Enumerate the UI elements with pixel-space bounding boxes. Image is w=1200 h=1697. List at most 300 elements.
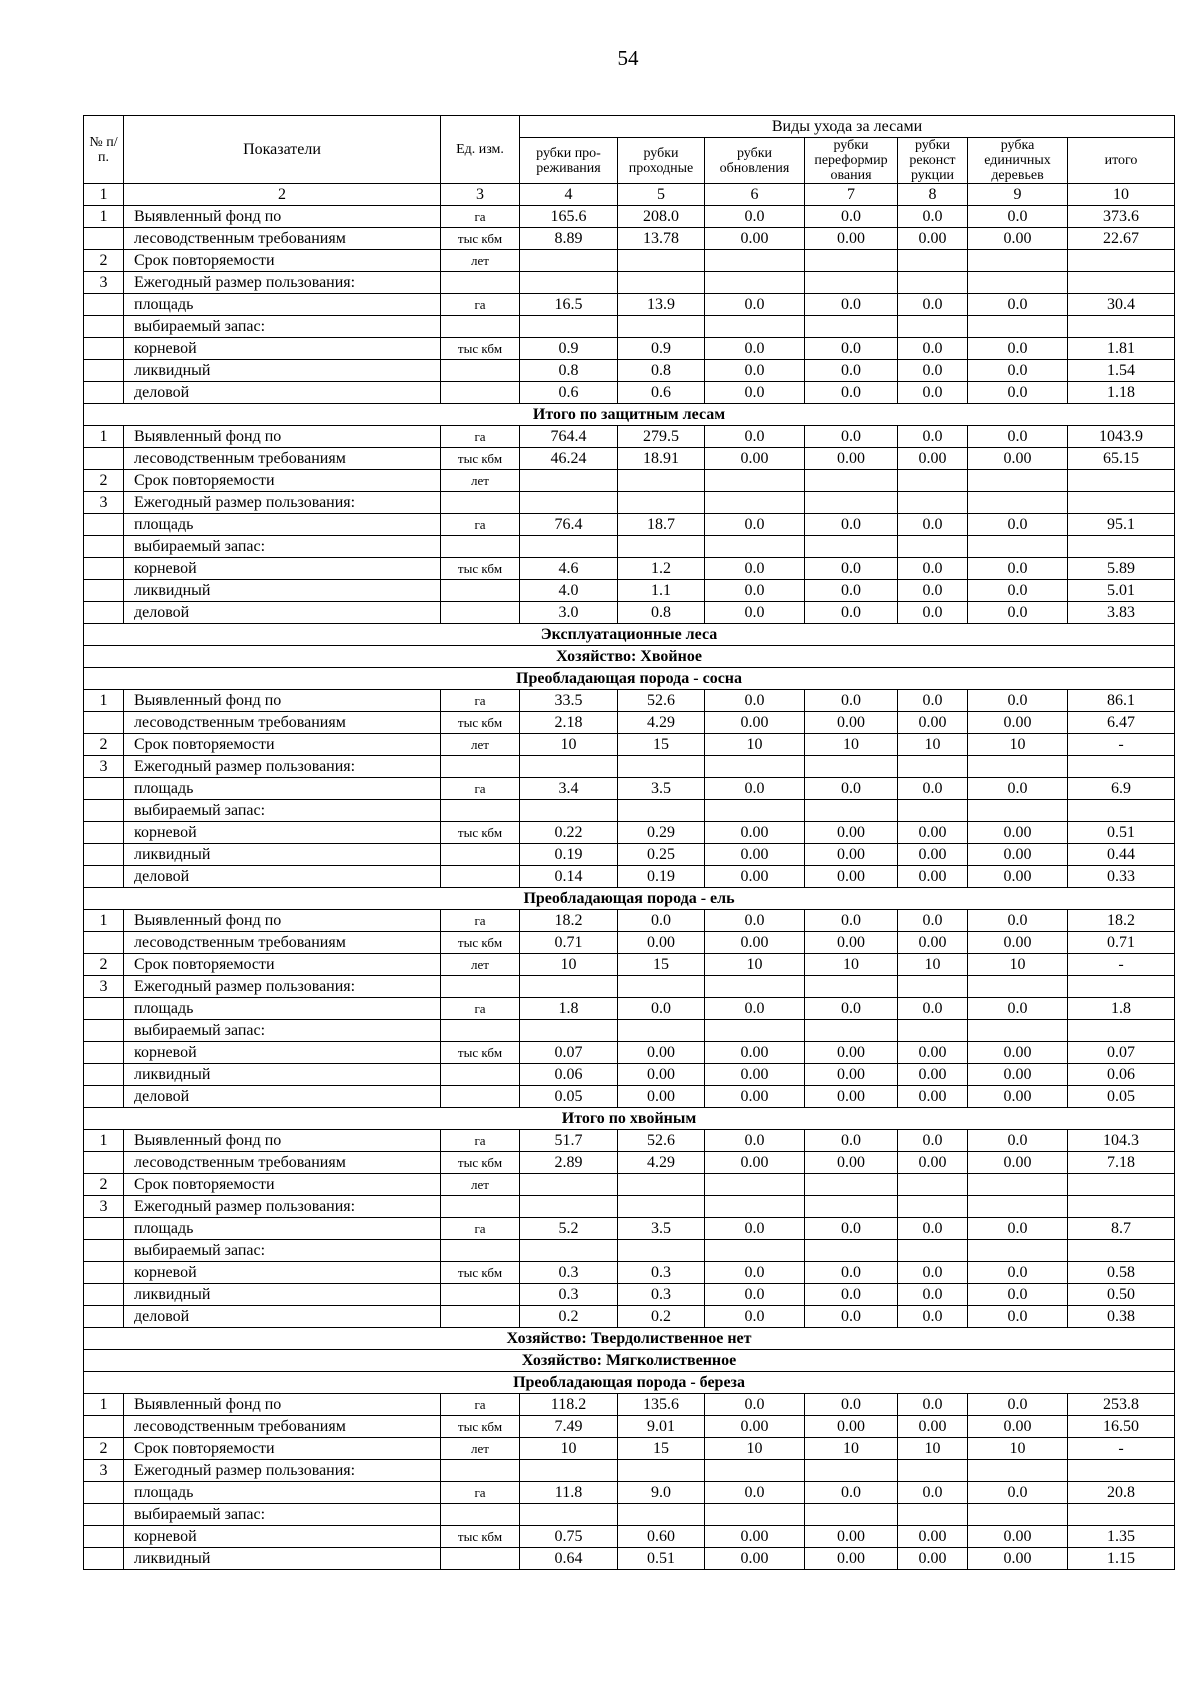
table-row xyxy=(84,580,1175,602)
row-label: корневой xyxy=(124,822,441,844)
value-cell: 0.0 xyxy=(968,580,1068,602)
value-cell: 3.0 xyxy=(520,602,618,624)
header-group: Виды ухода за лесами xyxy=(520,116,1175,138)
row-label: площадь xyxy=(124,778,441,800)
header-col-renewal: рубки обновления xyxy=(705,138,805,184)
value-cell xyxy=(618,250,705,272)
table-row xyxy=(84,536,1175,558)
row-unit: тыс кбм xyxy=(441,338,520,360)
value-cell xyxy=(520,316,618,338)
row-label: деловой xyxy=(124,866,441,888)
value-cell: - xyxy=(1068,954,1175,976)
value-cell: 51.7 xyxy=(520,1130,618,1152)
value-cell: 0.0 xyxy=(968,602,1068,624)
row-number: 1 xyxy=(84,1394,124,1416)
row-unit xyxy=(441,1460,520,1482)
row-number: 3 xyxy=(84,492,124,514)
value-cell: 0.00 xyxy=(705,1064,805,1086)
value-cell xyxy=(705,1240,805,1262)
value-cell: 0.0 xyxy=(898,360,968,382)
row-label: лесоводственным требованиям xyxy=(124,228,441,250)
value-cell xyxy=(898,272,968,294)
row-number: 3 xyxy=(84,756,124,778)
table-row xyxy=(84,1086,1175,1108)
value-cell: 15 xyxy=(618,734,705,756)
value-cell: 0.19 xyxy=(618,866,705,888)
table-row xyxy=(84,228,1175,250)
section-row xyxy=(84,668,1175,690)
value-cell: 0.75 xyxy=(520,1526,618,1548)
value-cell: 0.2 xyxy=(520,1306,618,1328)
value-cell: 0.19 xyxy=(520,844,618,866)
value-cell xyxy=(520,250,618,272)
table-row xyxy=(84,1042,1175,1064)
value-cell: 13.78 xyxy=(618,228,705,250)
header-col-thinning: рубки про-реживания xyxy=(520,138,618,184)
table-row xyxy=(84,1064,1175,1086)
value-cell xyxy=(898,1460,968,1482)
value-cell xyxy=(805,1460,898,1482)
row-unit xyxy=(441,492,520,514)
table-row xyxy=(84,1196,1175,1218)
row-label: площадь xyxy=(124,1218,441,1240)
value-cell: 0.0 xyxy=(898,294,968,316)
table-row xyxy=(84,1020,1175,1042)
row-number xyxy=(84,228,124,250)
table-row xyxy=(84,866,1175,888)
value-cell: 1043.9 xyxy=(1068,426,1175,448)
table-row xyxy=(84,1262,1175,1284)
row-unit xyxy=(441,580,520,602)
table-row xyxy=(84,1438,1175,1460)
table-row xyxy=(84,382,1175,404)
value-cell: 0.64 xyxy=(520,1548,618,1570)
value-cell xyxy=(705,1504,805,1526)
value-cell: 4.29 xyxy=(618,1152,705,1174)
value-cell: 0.3 xyxy=(520,1262,618,1284)
value-cell: 0.00 xyxy=(968,1416,1068,1438)
value-cell: 0.0 xyxy=(968,690,1068,712)
value-cell: 253.8 xyxy=(1068,1394,1175,1416)
row-unit: га xyxy=(441,514,520,536)
row-number: 3 xyxy=(84,272,124,294)
value-cell xyxy=(618,272,705,294)
row-number: 1 xyxy=(84,206,124,228)
value-cell: 0.8 xyxy=(520,360,618,382)
value-cell: 1.81 xyxy=(1068,338,1175,360)
row-label: Выявленный фонд по xyxy=(124,690,441,712)
value-cell: 0.0 xyxy=(898,778,968,800)
row-unit: га xyxy=(441,1130,520,1152)
value-cell: 5.2 xyxy=(520,1218,618,1240)
value-cell: 0.00 xyxy=(618,1086,705,1108)
row-label: Ежегодный размер пользования: xyxy=(124,1460,441,1482)
value-cell: 0.6 xyxy=(618,382,705,404)
value-cell: 0.00 xyxy=(805,1086,898,1108)
row-label: корневой xyxy=(124,558,441,580)
column-number: 10 xyxy=(1068,184,1175,206)
value-cell: 0.0 xyxy=(705,1262,805,1284)
value-cell: 2.89 xyxy=(520,1152,618,1174)
value-cell: 15 xyxy=(618,954,705,976)
value-cell: 10 xyxy=(898,1438,968,1460)
value-cell: 0.0 xyxy=(705,514,805,536)
value-cell: 0.50 xyxy=(1068,1284,1175,1306)
value-cell: 10 xyxy=(898,734,968,756)
row-unit: тыс кбм xyxy=(441,228,520,250)
value-cell xyxy=(898,470,968,492)
value-cell: 0.0 xyxy=(805,360,898,382)
value-cell: 0.0 xyxy=(705,778,805,800)
value-cell: 0.00 xyxy=(805,1548,898,1570)
value-cell: 0.00 xyxy=(705,1548,805,1570)
value-cell xyxy=(805,1020,898,1042)
row-number: 3 xyxy=(84,1196,124,1218)
table-row xyxy=(84,1218,1175,1240)
value-cell: 118.2 xyxy=(520,1394,618,1416)
value-cell xyxy=(520,536,618,558)
value-cell: 2.18 xyxy=(520,712,618,734)
row-unit xyxy=(441,1196,520,1218)
value-cell: 10 xyxy=(968,1438,1068,1460)
value-cell: 0.00 xyxy=(898,712,968,734)
table-row xyxy=(84,1504,1175,1526)
value-cell: 0.0 xyxy=(805,778,898,800)
row-label: деловой xyxy=(124,1306,441,1328)
value-cell: 0.0 xyxy=(705,426,805,448)
value-cell xyxy=(805,250,898,272)
column-number: 2 xyxy=(124,184,441,206)
value-cell: 0.0 xyxy=(705,1284,805,1306)
row-number xyxy=(84,1020,124,1042)
value-cell: 0.06 xyxy=(520,1064,618,1086)
row-number xyxy=(84,536,124,558)
table-row xyxy=(84,1306,1175,1328)
row-unit xyxy=(441,536,520,558)
row-label: выбираемый запас: xyxy=(124,536,441,558)
row-unit: лет xyxy=(441,734,520,756)
row-label: лесоводственным требованиям xyxy=(124,932,441,954)
table-row xyxy=(84,558,1175,580)
header-indicators: Показатели xyxy=(124,116,441,184)
value-cell: 1.8 xyxy=(520,998,618,1020)
value-cell xyxy=(898,1504,968,1526)
row-number xyxy=(84,998,124,1020)
row-unit: га xyxy=(441,690,520,712)
value-cell: 0.0 xyxy=(805,514,898,536)
value-cell: 0.0 xyxy=(805,558,898,580)
value-cell: 0.0 xyxy=(805,294,898,316)
row-label: Ежегодный размер пользования: xyxy=(124,976,441,998)
row-unit: га xyxy=(441,206,520,228)
row-unit xyxy=(441,1240,520,1262)
row-label: деловой xyxy=(124,1086,441,1108)
row-unit: га xyxy=(441,1482,520,1504)
value-cell: 0.0 xyxy=(705,1130,805,1152)
table-row xyxy=(84,1416,1175,1438)
value-cell: 0.0 xyxy=(898,580,968,602)
value-cell xyxy=(898,976,968,998)
value-cell: 0.00 xyxy=(805,1416,898,1438)
value-cell: 1.35 xyxy=(1068,1526,1175,1548)
row-unit xyxy=(441,272,520,294)
value-cell: 0.00 xyxy=(968,1152,1068,1174)
value-cell: 5.89 xyxy=(1068,558,1175,580)
value-cell: 10 xyxy=(705,954,805,976)
value-cell xyxy=(705,976,805,998)
value-cell: 0.00 xyxy=(705,1086,805,1108)
table-row xyxy=(84,514,1175,536)
value-cell: 0.00 xyxy=(898,1548,968,1570)
value-cell: 0.00 xyxy=(968,1548,1068,1570)
value-cell: 10 xyxy=(705,734,805,756)
value-cell: 1.54 xyxy=(1068,360,1175,382)
value-cell: 0.00 xyxy=(898,822,968,844)
value-cell: 10 xyxy=(520,734,618,756)
value-cell: 16.5 xyxy=(520,294,618,316)
row-number xyxy=(84,1526,124,1548)
row-label: Срок повторяемости xyxy=(124,470,441,492)
value-cell xyxy=(898,250,968,272)
value-cell: 0.0 xyxy=(898,426,968,448)
value-cell: 4.0 xyxy=(520,580,618,602)
value-cell: 0.05 xyxy=(1068,1086,1175,1108)
row-unit: га xyxy=(441,910,520,932)
row-label: корневой xyxy=(124,338,441,360)
value-cell: 0.9 xyxy=(618,338,705,360)
value-cell: 0.0 xyxy=(968,910,1068,932)
table-row xyxy=(84,1130,1175,1152)
row-unit xyxy=(441,756,520,778)
row-unit xyxy=(441,800,520,822)
table-header xyxy=(84,116,1175,206)
value-cell: 0.0 xyxy=(898,514,968,536)
value-cell xyxy=(618,976,705,998)
value-cell: 0.51 xyxy=(618,1548,705,1570)
value-cell: 0.0 xyxy=(968,1482,1068,1504)
row-unit: лет xyxy=(441,470,520,492)
column-number-row xyxy=(84,184,1175,206)
row-number xyxy=(84,382,124,404)
value-cell: - xyxy=(1068,734,1175,756)
row-unit xyxy=(441,1504,520,1526)
value-cell xyxy=(705,492,805,514)
value-cell: 0.00 xyxy=(805,822,898,844)
value-cell xyxy=(898,492,968,514)
value-cell: 65.15 xyxy=(1068,448,1175,470)
value-cell: 0.0 xyxy=(705,360,805,382)
section-title: Хозяйство: Хвойное xyxy=(84,646,1175,668)
value-cell xyxy=(520,1240,618,1262)
value-cell xyxy=(805,536,898,558)
value-cell: 165.6 xyxy=(520,206,618,228)
value-cell: 0.8 xyxy=(618,602,705,624)
value-cell xyxy=(1068,1240,1175,1262)
value-cell: 0.00 xyxy=(968,712,1068,734)
value-cell xyxy=(618,1196,705,1218)
value-cell xyxy=(618,1020,705,1042)
value-cell xyxy=(805,272,898,294)
header-unit: Ед. изм. xyxy=(441,116,520,184)
row-label: корневой xyxy=(124,1042,441,1064)
value-cell: 0.00 xyxy=(805,866,898,888)
value-cell: 7.18 xyxy=(1068,1152,1175,1174)
table-row xyxy=(84,778,1175,800)
value-cell: 0.00 xyxy=(618,1042,705,1064)
table-row xyxy=(84,800,1175,822)
row-unit xyxy=(441,866,520,888)
row-number xyxy=(84,1306,124,1328)
row-label: Выявленный фонд по xyxy=(124,426,441,448)
value-cell: 9.01 xyxy=(618,1416,705,1438)
row-unit xyxy=(441,360,520,382)
value-cell: 0.0 xyxy=(618,998,705,1020)
value-cell xyxy=(898,756,968,778)
value-cell xyxy=(520,756,618,778)
row-unit xyxy=(441,1306,520,1328)
value-cell: 10 xyxy=(968,954,1068,976)
page-number: 54 xyxy=(617,46,639,70)
value-cell: 0.0 xyxy=(705,1482,805,1504)
value-cell xyxy=(1068,316,1175,338)
value-cell: 0.6 xyxy=(520,382,618,404)
table-row xyxy=(84,206,1175,228)
value-cell xyxy=(618,1240,705,1262)
row-label: площадь xyxy=(124,998,441,1020)
row-number xyxy=(84,1262,124,1284)
value-cell: 0.0 xyxy=(805,1306,898,1328)
value-cell: 0.00 xyxy=(898,1416,968,1438)
value-cell: 0.0 xyxy=(968,514,1068,536)
value-cell xyxy=(705,1174,805,1196)
value-cell: 0.0 xyxy=(968,206,1068,228)
row-number xyxy=(84,558,124,580)
value-cell: 0.00 xyxy=(968,1064,1068,1086)
value-cell: 0.06 xyxy=(1068,1064,1175,1086)
value-cell: 0.0 xyxy=(705,580,805,602)
value-cell: 0.00 xyxy=(898,844,968,866)
value-cell xyxy=(968,316,1068,338)
column-number: 6 xyxy=(705,184,805,206)
value-cell: 0.00 xyxy=(705,1152,805,1174)
value-cell: 0.0 xyxy=(898,338,968,360)
value-cell xyxy=(520,1174,618,1196)
value-cell: 10 xyxy=(805,1438,898,1460)
value-cell: 0.00 xyxy=(805,228,898,250)
table-row xyxy=(84,602,1175,624)
section-title: Преобладающая порода - ель xyxy=(84,888,1175,910)
value-cell: 0.0 xyxy=(805,1284,898,1306)
row-label: выбираемый запас: xyxy=(124,1504,441,1526)
value-cell: 0.0 xyxy=(898,1306,968,1328)
row-label: площадь xyxy=(124,514,441,536)
value-cell: 0.0 xyxy=(898,910,968,932)
row-unit: га xyxy=(441,778,520,800)
value-cell xyxy=(805,756,898,778)
value-cell: 4.6 xyxy=(520,558,618,580)
row-label: Выявленный фонд по xyxy=(124,910,441,932)
value-cell: 0.22 xyxy=(520,822,618,844)
value-cell: 0.58 xyxy=(1068,1262,1175,1284)
value-cell: 10 xyxy=(805,734,898,756)
table-row xyxy=(84,822,1175,844)
row-unit: тыс кбм xyxy=(441,1152,520,1174)
header-num: № п/ п. xyxy=(84,116,124,184)
row-number xyxy=(84,514,124,536)
value-cell: 0.00 xyxy=(805,932,898,954)
value-cell: 0.0 xyxy=(968,1394,1068,1416)
value-cell: 3.83 xyxy=(1068,602,1175,624)
value-cell: 0.00 xyxy=(898,866,968,888)
value-cell: 0.00 xyxy=(705,866,805,888)
value-cell: 0.2 xyxy=(618,1306,705,1328)
value-cell: 3.5 xyxy=(618,1218,705,1240)
value-cell: 0.0 xyxy=(805,690,898,712)
row-number: 1 xyxy=(84,1130,124,1152)
value-cell xyxy=(1068,756,1175,778)
section-row xyxy=(84,1328,1175,1350)
value-cell: 0.0 xyxy=(968,338,1068,360)
value-cell: 0.00 xyxy=(618,932,705,954)
value-cell xyxy=(968,1240,1068,1262)
table-row xyxy=(84,1284,1175,1306)
value-cell: 8.89 xyxy=(520,228,618,250)
row-label: ликвидный xyxy=(124,360,441,382)
value-cell xyxy=(898,1174,968,1196)
value-cell: 0.0 xyxy=(898,1394,968,1416)
value-cell: 0.00 xyxy=(968,866,1068,888)
row-number xyxy=(84,1064,124,1086)
value-cell: 0.3 xyxy=(618,1262,705,1284)
value-cell: 0.0 xyxy=(805,602,898,624)
value-cell: 95.1 xyxy=(1068,514,1175,536)
value-cell xyxy=(705,316,805,338)
value-cell: 0.0 xyxy=(805,1394,898,1416)
row-unit xyxy=(441,1284,520,1306)
row-unit: тыс кбм xyxy=(441,822,520,844)
value-cell: 0.00 xyxy=(898,1086,968,1108)
row-label: лесоводственным требованиям xyxy=(124,1416,441,1438)
value-cell: 0.0 xyxy=(968,1306,1068,1328)
value-cell: 9.0 xyxy=(618,1482,705,1504)
value-cell: 0.0 xyxy=(705,1218,805,1240)
value-cell xyxy=(520,976,618,998)
value-cell: 11.8 xyxy=(520,1482,618,1504)
value-cell xyxy=(968,800,1068,822)
value-cell xyxy=(1068,470,1175,492)
section-title: Хозяйство: Мягколиственное xyxy=(84,1350,1175,1372)
row-label: ликвидный xyxy=(124,1284,441,1306)
value-cell: 10 xyxy=(520,1438,618,1460)
row-label: корневой xyxy=(124,1262,441,1284)
value-cell: 0.00 xyxy=(805,1152,898,1174)
row-unit: га xyxy=(441,294,520,316)
row-unit xyxy=(441,602,520,624)
section-title: Итого по защитным лесам xyxy=(84,404,1175,426)
row-number xyxy=(84,800,124,822)
row-unit xyxy=(441,1064,520,1086)
value-cell xyxy=(618,492,705,514)
row-unit: лет xyxy=(441,250,520,272)
row-number xyxy=(84,844,124,866)
value-cell xyxy=(968,536,1068,558)
value-cell: 0.0 xyxy=(805,1218,898,1240)
column-number: 7 xyxy=(805,184,898,206)
value-cell: 0.0 xyxy=(968,1284,1068,1306)
row-number: 2 xyxy=(84,1438,124,1460)
value-cell: 30.4 xyxy=(1068,294,1175,316)
table-row xyxy=(84,316,1175,338)
